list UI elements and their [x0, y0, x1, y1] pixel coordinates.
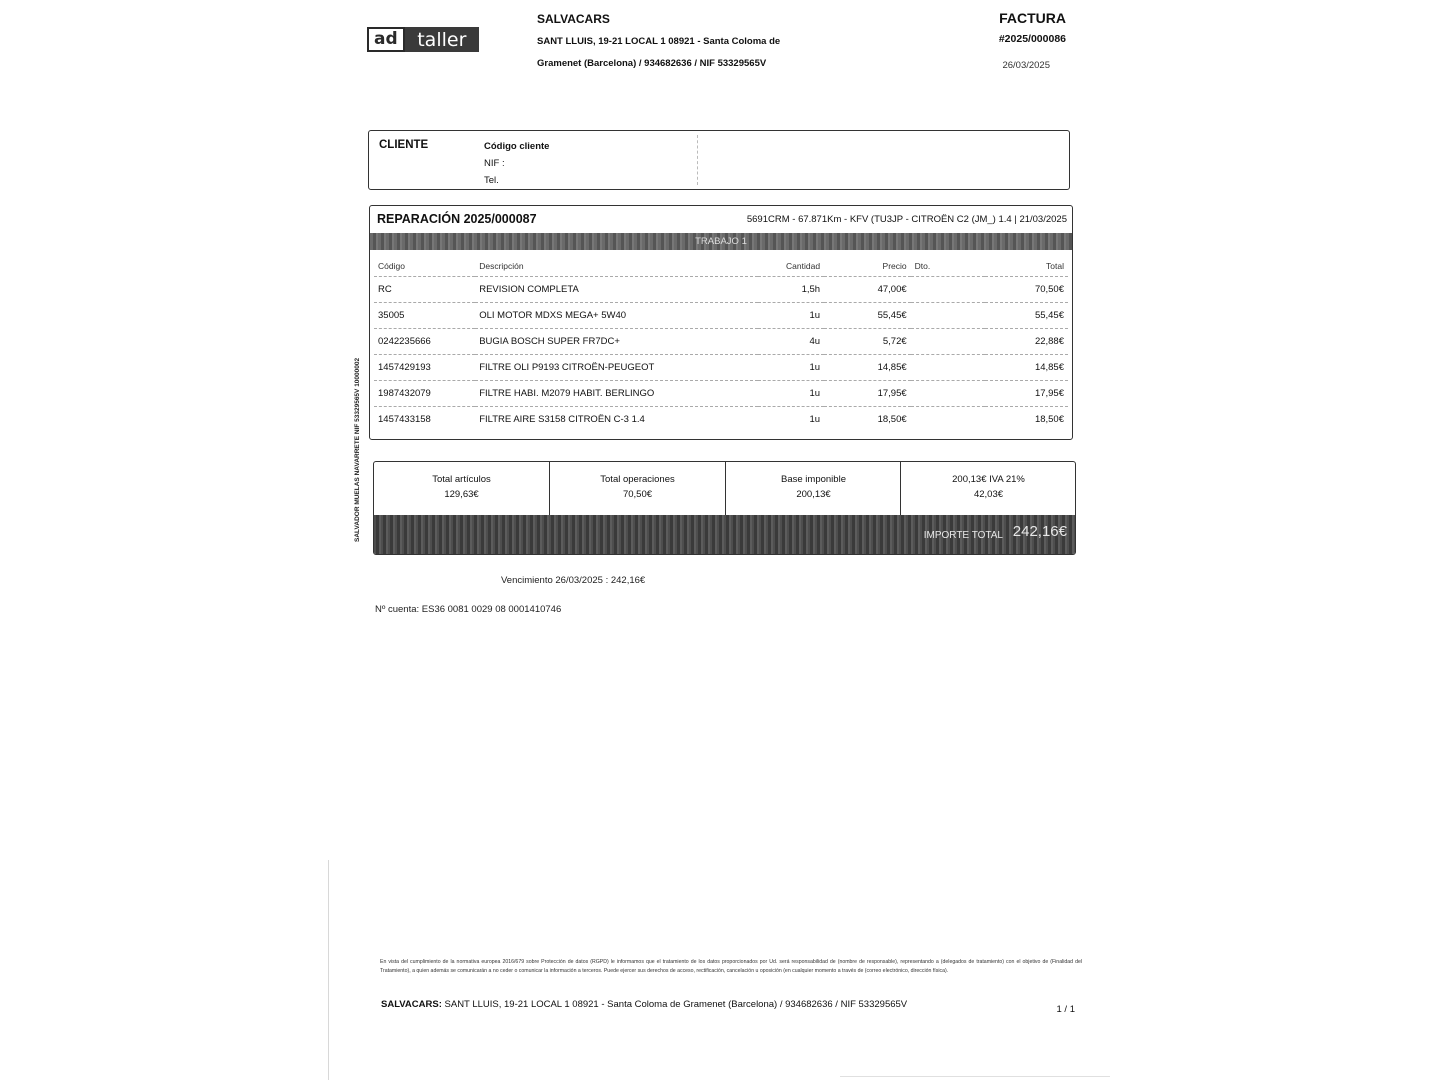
total-operations-cell [550, 462, 725, 515]
repair-title: REPARACIÓN 2025/000087 [377, 212, 537, 226]
line-code: 35005 [374, 303, 475, 329]
line-price: 14,85€ [824, 355, 911, 381]
vertical-registry-text: SALVADOR MUELAS NAVARRETE NIF 53329565V 10000002 [354, 357, 361, 542]
logo-taller: taller [405, 27, 479, 52]
line-code: 0242235666 [374, 329, 475, 355]
client-fields [484, 138, 549, 189]
tax-base-label: Base imponible [781, 474, 846, 485]
col-price: Precio [882, 261, 907, 271]
page-left-edge [328, 860, 329, 1080]
line-quantity: 1u [758, 381, 824, 407]
vehicle-info: 5691CRM - 67.871Km - KFV (TU3JP - CITROËN C2 (JM_) 1.4 | 21/03/2025 [746, 214, 1067, 225]
col-total: Total [1046, 261, 1064, 271]
line-price: 5,72€ [824, 329, 911, 355]
line-total: 14,85€ [985, 355, 1068, 381]
line-total: 18,50€ [985, 407, 1068, 433]
line-price: 55,45€ [824, 303, 911, 329]
line-code: 1457433158 [374, 407, 475, 433]
company-name: SALVACARS [537, 12, 610, 26]
line-code: 1457429193 [374, 355, 475, 381]
vat-value: 42,03€ [973, 489, 1004, 500]
line-code: 1987432079 [374, 381, 475, 407]
table-row [374, 303, 1068, 329]
vat-label: 200,13€ IVA 21% [952, 474, 1025, 485]
line-discount [911, 303, 985, 329]
col-quantity: Cantidad [786, 261, 821, 271]
tax-base-value: 200,13€ [796, 489, 831, 500]
client-box [368, 130, 1070, 190]
line-description: FILTRE OLI P9193 CITROËN-PEUGEOT [475, 355, 758, 381]
line-discount [911, 329, 985, 355]
table-row [374, 381, 1068, 407]
line-price: 47,00€ [824, 277, 911, 303]
invoice-number: #2025/000086 [998, 33, 1066, 45]
section-bar: TRABAJO 1 [370, 233, 1072, 250]
total-operations-value: 70,50€ [622, 489, 653, 500]
invoice-lines-table [374, 256, 1068, 432]
col-discount: Dto. [914, 261, 931, 271]
line-total: 17,95€ [985, 381, 1068, 407]
line-quantity: 4u [758, 329, 824, 355]
line-discount [911, 381, 985, 407]
line-total: 70,50€ [985, 277, 1068, 303]
client-code-label: Código cliente [484, 141, 550, 152]
table-row [374, 277, 1068, 303]
col-description: Descripción [479, 261, 524, 271]
table-header-row [374, 256, 1068, 277]
line-description: FILTRE HABI. M2079 HABIT. BERLINGO [475, 381, 758, 407]
ad-taller-logo [367, 27, 479, 52]
line-description: OLI MOTOR MDXS MEGA+ 5W40 [475, 303, 758, 329]
tax-base-cell [726, 462, 901, 515]
table-row [374, 329, 1068, 355]
client-tel-label: Tel. [484, 175, 499, 186]
client-label: CLIENTE [379, 139, 429, 151]
total-articles-label: Total artículos [432, 474, 491, 485]
line-discount [911, 277, 985, 303]
client-divider [697, 135, 698, 185]
table-row [374, 355, 1068, 381]
line-total: 22,88€ [985, 329, 1068, 355]
due-date-line: Vencimiento 26/03/2025 : 242,16€ [501, 575, 646, 586]
invoice-date: 26/03/2025 [1002, 60, 1050, 71]
line-price: 17,95€ [824, 381, 911, 407]
document-type: FACTURA [999, 10, 1066, 26]
bank-account-line: Nº cuenta: ES36 0081 0029 08 0001410746 [375, 604, 562, 615]
line-quantity: 1u [758, 407, 824, 433]
legal-notice: En vista del cumplimiento de la normativa europea 2016/679 sobre Protección de datos (RGPD) le informamos que el tratamiento de los datos proporcionados por Ud. será responsabilidad de (nombre de responsable), representando a (delegados de tratamiento) con el objetivo de (Finalidad del Tratamiento), a quien además se comunicarán a no ceder o comunicar la información a terceros. Puede ejercer sus derechos de acceso, rectificación, cancelación u oposición (en cualquier momento a través de (correo electrónico, dirección física). [380, 959, 1082, 974]
total-articles-cell [374, 462, 549, 515]
line-description: REVISION COMPLETA [475, 277, 758, 303]
line-description: BUGIA BOSCH SUPER FR7DC+ [475, 329, 758, 355]
grand-total-label: IMPORTE TOTAL [923, 530, 1003, 541]
line-quantity: 1,5h [758, 277, 824, 303]
footer-company: SALVACARS: [381, 999, 442, 1010]
page-bottom-edge [840, 1076, 1110, 1077]
footer-address-text: SANT LLUIS, 19-21 LOCAL 1 08921 - Santa Coloma de Gramenet (Barcelona) / 934682636 / NIF 53329565V [444, 999, 908, 1010]
grand-total-bar [374, 515, 1075, 554]
client-nif-label: NIF : [484, 158, 505, 169]
line-price: 18,50€ [824, 407, 911, 433]
page-number: 1 / 1 [1056, 1004, 1075, 1015]
table-row [374, 407, 1068, 433]
line-code: RC [374, 277, 475, 303]
line-discount [911, 355, 985, 381]
repair-box [369, 205, 1073, 440]
col-code: Código [378, 261, 405, 271]
vat-cell [901, 462, 1076, 515]
company-address: SANT LLUIS, 19-21 LOCAL 1 08921 - Santa Coloma de Gramenet (Barcelona) / 934682636 / NIF 53329565V [537, 36, 781, 69]
line-discount [911, 407, 985, 433]
logo-ad: ad [367, 27, 405, 52]
footer-address [381, 997, 951, 1012]
line-total: 55,45€ [985, 303, 1068, 329]
line-description: FILTRE AIRE S3158 CITROËN C-3 1.4 [475, 407, 758, 433]
totals-box [373, 461, 1076, 555]
total-articles-value: 129,63€ [444, 489, 479, 500]
grand-total-value: 242,16€ [1012, 523, 1067, 540]
line-quantity: 1u [758, 355, 824, 381]
line-quantity: 1u [758, 303, 824, 329]
total-operations-label: Total operaciones [600, 474, 675, 485]
